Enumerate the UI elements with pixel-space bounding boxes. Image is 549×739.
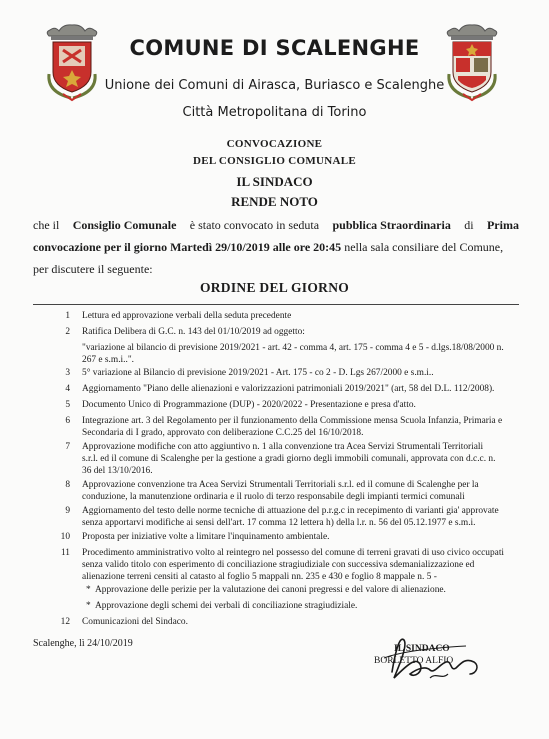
item-number: 7 [65, 442, 70, 452]
item-text: 5° variazione al Bilancio di previsione 2019/2021 - Art. 175 - co 2 - D. Lgs 267/2000 e s.m.i.. [82, 368, 434, 378]
signature-name: BORLETTO ALFIO [374, 656, 454, 666]
item-text: Proposta per iniziative volte a limitare l'inquinamento ambientale. [82, 532, 330, 542]
item-number: 8 [65, 480, 70, 490]
intro-line-1 [33, 218, 519, 233]
item-number: 4 [65, 384, 70, 394]
council-heading: DEL CONSIGLIO COMUNALE [192, 155, 357, 167]
mayor-heading: IL SINDACO [236, 174, 313, 189]
bullet-text: Approvazione delle perizie per la valutazione dei canoni pregressi e del valore di alienazione. [95, 585, 446, 595]
notice-heading: RENDE NOTO [231, 194, 318, 209]
item-text: Aggiornamento "Piano delle alienazioni e valorizzazioni patrimoniali 2019/2021" (art, 58 del D.L. 112/2008). [82, 384, 495, 394]
divider [33, 304, 519, 305]
convocation-heading: CONVOCAZIONE [226, 138, 323, 150]
bullet-text: Approvazione degli schemi dei verbali di conciliazione stragiudiziale. [95, 601, 358, 611]
agenda-title: ORDINE DEL GIORNO [199, 280, 350, 295]
item-text: senza valido titolo con esperimento di conciliazione stragiudiziale con successiva sdemanializzazione ed [82, 560, 475, 570]
bullet-mark: * [86, 601, 91, 611]
bullet-mark: * [86, 585, 91, 595]
signature-title: IL SINDACO [394, 644, 450, 654]
item-text: Comunicazioni del Sindaco. [82, 617, 188, 627]
item-number: 1 [65, 311, 70, 321]
item-text: 36 del 13/10/2016. [82, 466, 153, 476]
item-text: Documento Unico di Programmazione (DUP) - 2020/2022 - Presentazione e presa d'atto. [82, 400, 416, 410]
item-text: Approvazione modifiche con atto aggiuntivo n. 1 alla convenzione tra Acea Servizi Strumentali Territoriali [82, 442, 484, 452]
intro-first: Prima [486, 218, 519, 232]
item-text: s.r.l. ed il comune di Scalenghe per la gestione a gradi giorno degli immobili comunali, approvata con d.c.c. n. [82, 454, 496, 464]
intro-line-2 [33, 240, 519, 255]
intro-date: convocazione per il giorno Martedì 29/10/2019 alle ore 20:45 [33, 240, 342, 254]
item-text: Ratifica Delibera di G.C. n. 143 del 01/10/2019 ad oggetto: [82, 327, 305, 337]
item-text: conduzione, la manutenzione ordinaria e il ruolo di terzo responsabile degli impianti termici comunali [82, 492, 465, 502]
item-text: Secondaria di I grado, approvato con deliberazione C.C.25 del 16/10/2018. [82, 428, 364, 438]
item-text: Approvazione convenzione tra Acea Servizi Strumentali Territoriali s.r.l. ed il comune di Scalenghe per la [82, 480, 479, 490]
item-text: alienazione terreni censiti al catasto al foglio 5 mappali nn. 235 e 430 e foglio 8 mappale n. 5 - [82, 572, 437, 582]
item-text: Lettura ed approvazione verbali della seduta precedente [82, 311, 292, 321]
item-text: Aggiornamento del testo delle norme tecniche di attuazione del p.r.g.c in recepimento di varianti gia' approvate [82, 506, 499, 516]
intro-council: Consiglio Comunale [72, 218, 177, 232]
intro-text: di [461, 218, 477, 232]
item-text: Procedimento amministrativo volto al reintegro nel possesso del comune di terreni gravati di uso civico occupati [82, 548, 505, 558]
item-text: senza apportarvi modifiche ai sensi dell'art. 17 comma 12 lettera h) della l.r. n. 56 del 05.12.1977 e s.m.i. [82, 518, 476, 528]
intro-text: è stato convocato in seduta [186, 218, 323, 232]
item-number: 12 [60, 617, 70, 627]
intro-text: che il [33, 218, 63, 232]
handwritten-signature [370, 628, 500, 686]
item-text: 267 e s.m.i..". [82, 355, 135, 365]
item-text: Integrazione art. 3 del Regolamento per il funzionamento della Commissione mensa Scuola Infanzia, Primaria e [82, 416, 503, 426]
item-number: 9 [65, 506, 70, 516]
intro-line-3: per discutere il seguente: [33, 262, 153, 276]
intro-session: pubblica Straordinaria [332, 218, 451, 232]
union-subtitle: Unione dei Comuni di Airasca, Buriasco e Scalenghe [104, 78, 445, 93]
item-number: 2 [65, 327, 70, 337]
place-date: Scalenghe, lì 24/10/2019 [33, 638, 133, 649]
item-number: 10 [60, 532, 70, 542]
item-number: 6 [65, 416, 70, 426]
item-number: 11 [60, 548, 70, 558]
item-number: 5 [65, 400, 70, 410]
item-text: "variazione al bilancio di previsione 2019/2021 - art. 42 - comma 4, art. 175 - comma 4 e 5 - d.lgs.18/08/2000 n. [82, 343, 504, 353]
item-number: 3 [65, 368, 70, 378]
municipality-title: COMUNE DI SCALENGHE [129, 36, 420, 60]
intro-text: nella sala consiliare del Comune, [341, 240, 504, 254]
metro-city-subtitle: Città Metropolitana di Torino [182, 105, 367, 120]
